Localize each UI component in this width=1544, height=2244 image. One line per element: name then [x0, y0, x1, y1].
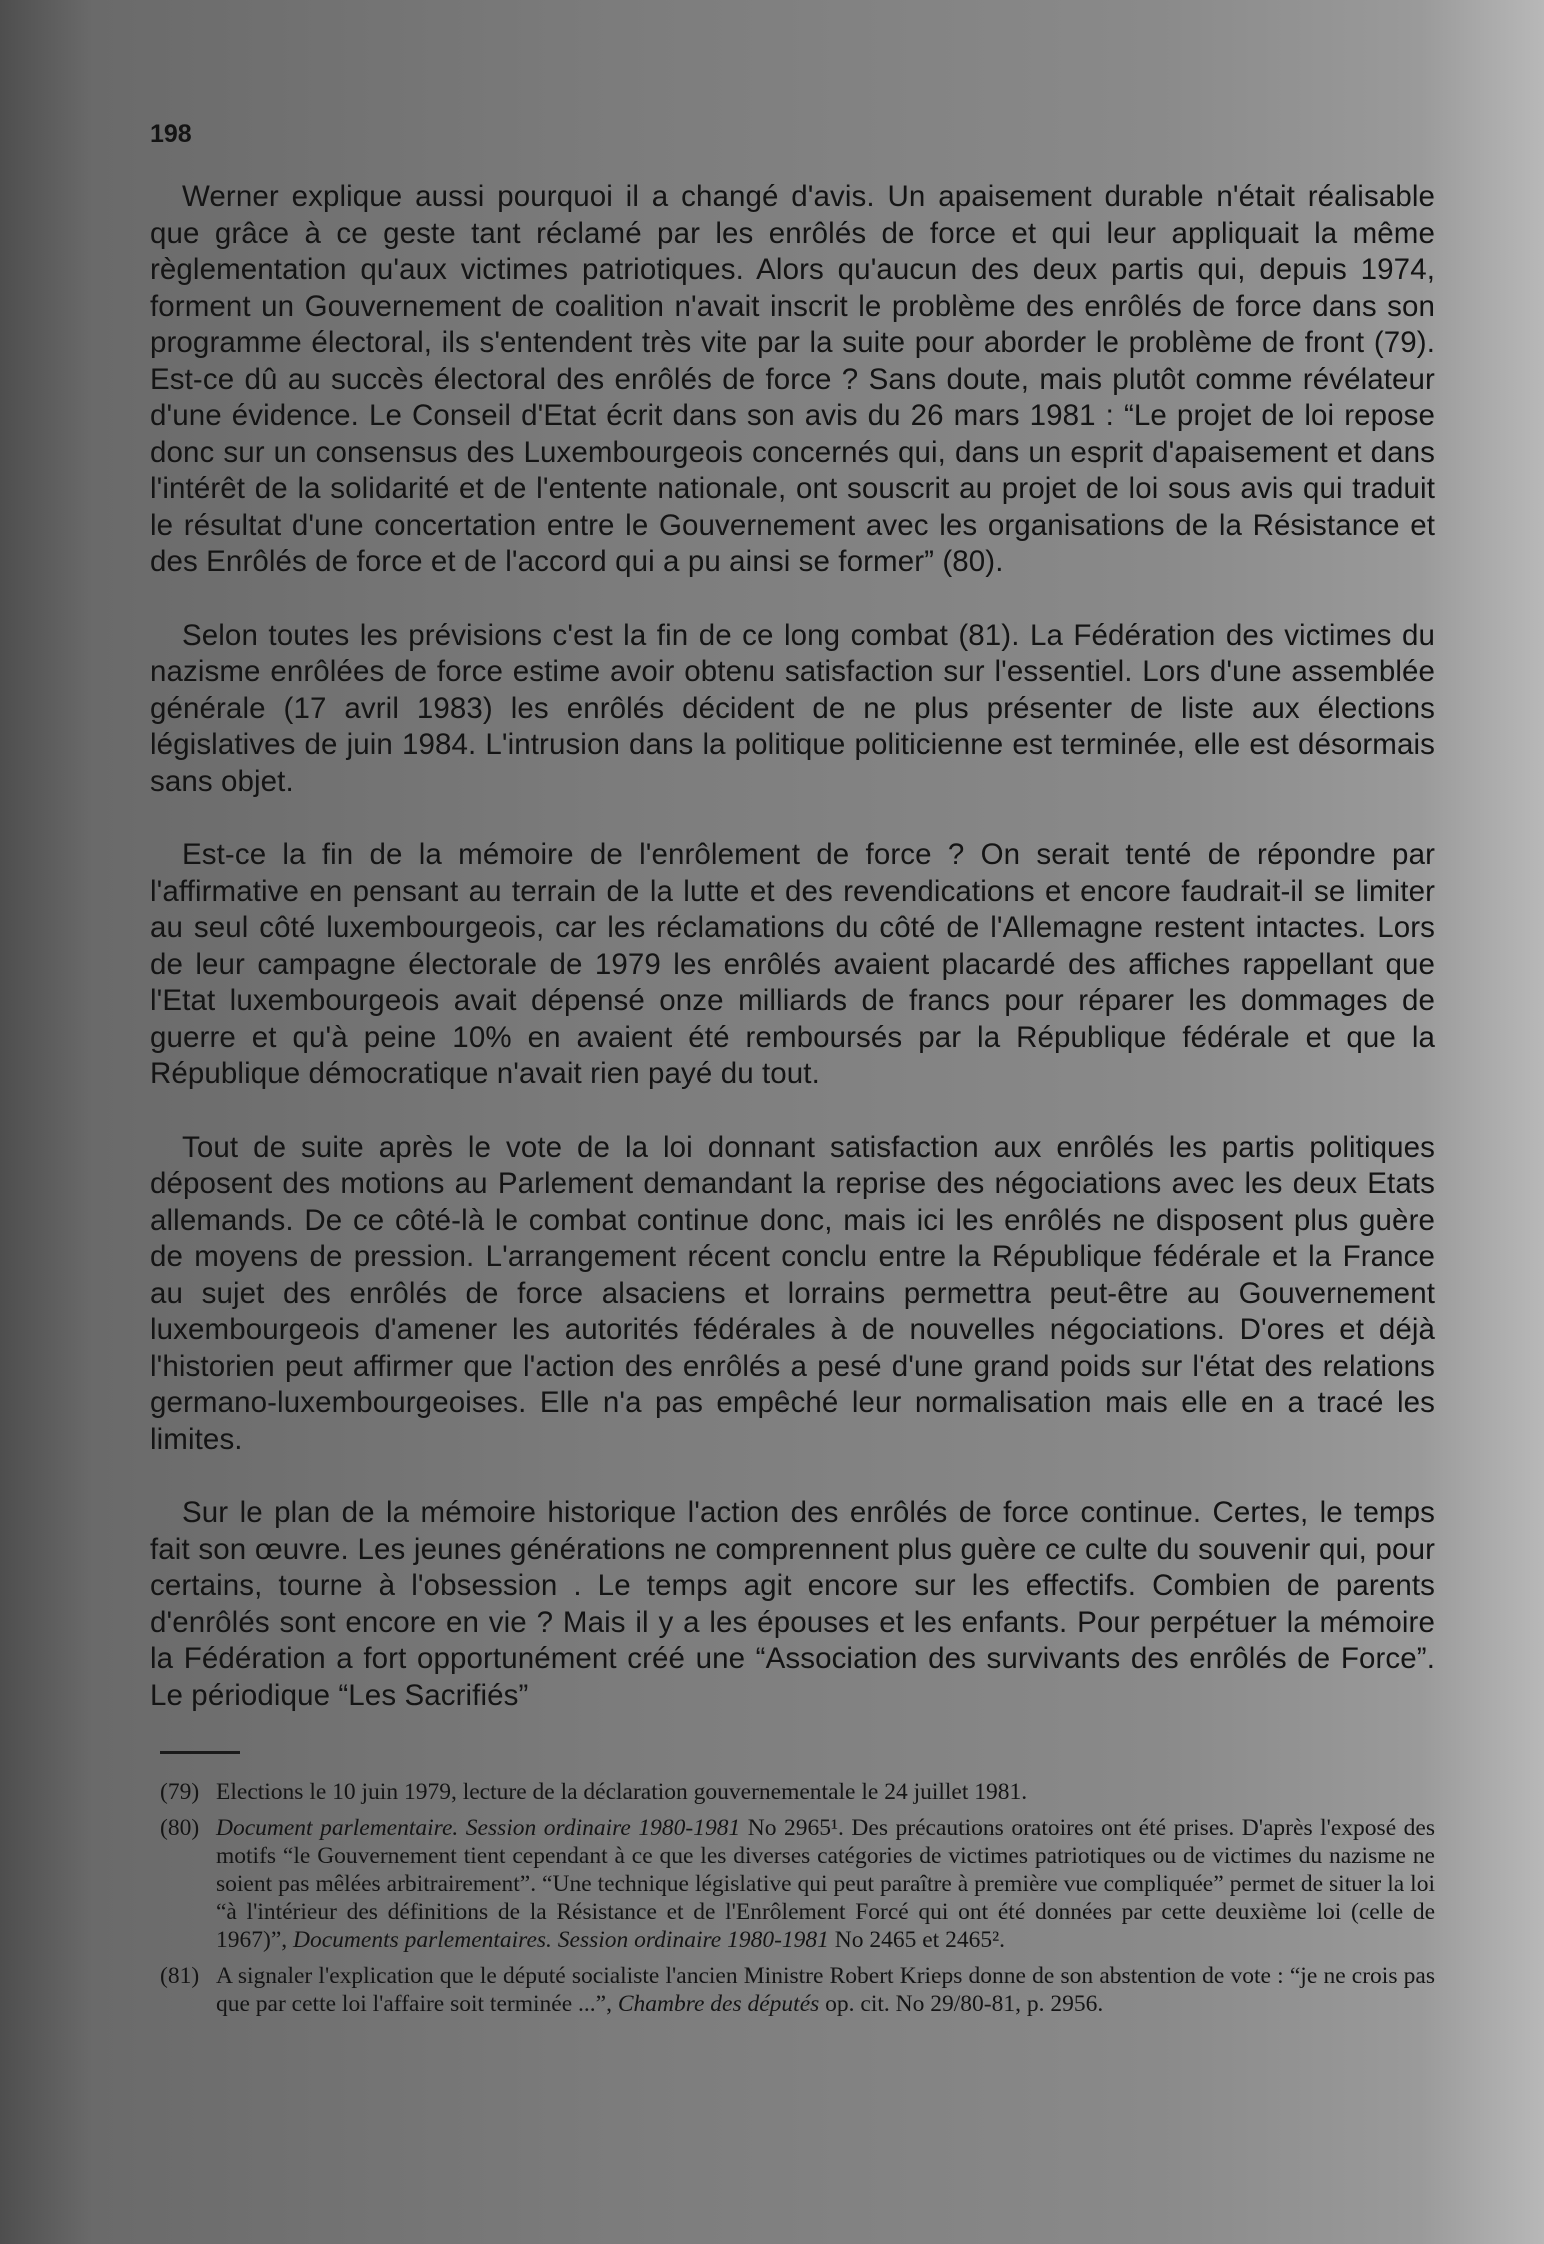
footnote-81	[150, 1962, 1435, 2018]
footnote-divider	[160, 1751, 240, 1754]
footnote-text: A signaler l'explication que le député socialiste l'ancien Ministre Robert Krieps donne de son abstention de vote : “je ne crois pas que par cette loi l'affaire soit terminée ...”,	[216, 1963, 1435, 2017]
paragraph-1: Werner explique aussi pourquoi il a changé d'avis. Un apaisement durable n'était réalisable que grâce à ce geste tant réclamé par les enrôlés de force et qui leur appliquait la même règlementation qu'aux victimes patriotiques. Alors qu'aucun des deux partis qui, depuis 1974, forment un Gouvernement de coalition n'avait inscrit le problème des enrôlés de force dans son programme électoral, ils s'entendent très vite par la suite pour aborder le problème de front (79). Est-ce dû au succès électoral des enrôlés de force ? Sans doute, mais plutôt comme révélateur d'une évidence. Le Conseil d'Etat écrit dans son avis du 26 mars 1981 : “Le projet de loi repose donc sur un consensus des Luxembourgeois concernés qui, dans un esprit d'apaisement et dans l'intérêt de la solidarité et de l'entente nationale, ont souscrit au projet de loi sous avis qui traduit le résultat d'une concertation entre le Gouvernement avec les organisations de la Résistance et des Enrôlés de force et de l'accord qui a pu ainsi se former” (80).	[150, 180, 1435, 578]
paragraph-4: Tout de suite après le vote de la loi donnant satisfaction aux enrôlés les partis politiques déposent des motions au Parlement demandant la reprise des négociations avec les deux Etats allemands. De ce côté-là le combat continue donc, mais ici les enrôlés ne disposent plus guère de moyens de pression. L'arrangement récent conclu entre la République fédérale et la France au sujet des enrôlés de force alsaciens et lorrains permettra peut-être au Gouvernement luxembourgeois d'amener les autorités fédérales à de nouvelles négociations. D'ores et déjà l'historien peut affirmer que l'action des enrôlés a pesé d'une grand poids sur l'état des relations germano-luxembourgeoises. Elle n'a pas empêché leur normalisation mais elle en a tracé les limites.	[150, 1130, 1435, 1456]
paragraph-2: Selon toutes les prévisions c'est la fin de ce long combat (81). La Fédération des victimes du nazisme enrôlées de force estime avoir obtenu satisfaction sur l'essentiel. Lors d'une assemblée générale (17 avril 1983) les enrôlés décident de ne plus présenter de liste aux élections législatives de juin 1984. L'intrusion dans la politique politicienne est terminée, elle est désormais sans objet.	[150, 618, 1435, 798]
footnote-citation-title: Documents parlementaires. Session ordinaire 1980-1981	[293, 1927, 829, 1953]
footnote-text: Elections le 10 juin 1979, lecture de la déclaration gouvernementale le 24 juillet 1981.	[216, 1779, 1028, 1805]
footnote-citation-title: Document parlementaire. Session ordinaire 1980-1981	[216, 1815, 741, 1841]
book-page	[150, 120, 1435, 2230]
footnote-number: (79)	[160, 1779, 200, 1805]
footnote-citation-title: Chambre des députés	[617, 1991, 820, 2017]
footnote-80	[150, 1814, 1435, 1954]
footnote-number: (81)	[160, 1963, 200, 1989]
footnote-text: op. cit. No 29/80-81, p. 2956.	[819, 1991, 1104, 2017]
footnote-79	[150, 1778, 1435, 1806]
page-number: 198	[150, 120, 192, 148]
footnote-text: No 2965¹. Des précautions oratoires ont été prises. D'après l'exposé des motifs “le Gouvernement tient cependant à ce que les diverses catégories de victimes patriotiques ou de victimes du nazisme ne soient pas mêlées arbitrairement”. “Une technique législative qui peut paraître à première vue compliquée” permet de situer la loi “à l'intérieur des définitions de la Résistance et de l'Enrôlement Forcé qui ont été données par cette deuxième loi (celle de 1967)”,	[216, 1815, 1435, 1953]
paragraph-3: Est-ce la fin de la mémoire de l'enrôlement de force ? On serait tenté de répondre par l'affirmative en pensant au terrain de la lutte et des revendications et encore faudrait-il se limiter au seul côté luxembourgeois, car les réclamations du côté de l'Allemagne restent intactes. Lors de leur campagne électorale de 1979 les enrôlés avaient placardé des affiches rappellant que l'Etat luxembourgeois avait dépensé onze milliards de francs pour réparer les dommages de guerre et qu'à peine 10% en avaient été remboursés par la République fédérale et que la République démocratique n'avait rien payé du tout.	[150, 838, 1435, 1090]
footnote-text: No 2465 et 2465².	[828, 1927, 1006, 1953]
footnote-number: (80)	[160, 1815, 200, 1841]
paragraph-5: Sur le plan de la mémoire historique l'action des enrôlés de force continue. Certes, le temps fait son œuvre. Les jeunes générations ne comprennent plus guère ce culte du souvenir qui, pour certains, tourne à l'obsession . Le temps agit encore sur les effectifs. Combien de parents d'enrôlés sont encore en vie ? Mais il y a les épouses et les enfants. Pour perpétuer la mémoire la Fédération a fort opportunément créé une “Association des survivants des enrôlés de Force”. Le périodique “Les Sacrifiés”	[150, 1496, 1435, 1712]
